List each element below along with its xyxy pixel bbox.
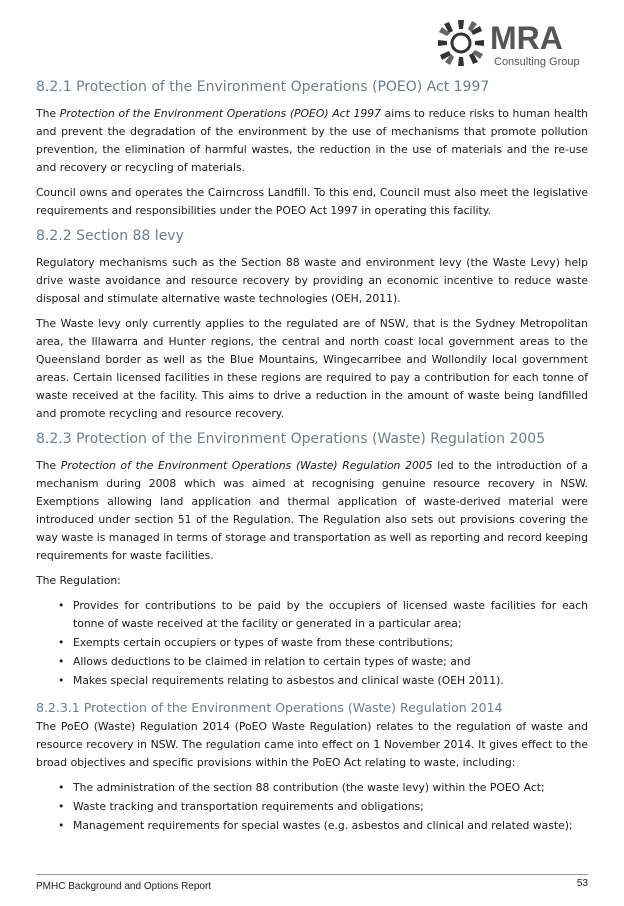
paragraph: Regulatory mechanisms such as the Section 88 waste and environment levy (the Waste Levy) help drive waste avoidance and resource recovery by providing an economic incentive to reduce waste disposal and stimulate alternative waste technologies (OEH, 2011). <box>36 256 588 305</box>
paragraph: The Protection of the Environment Operations (POEO) Act 1997 aims to reduce risks to human health and prevent the degradation of the environment by the use of mechanisms that promote pollution prevention, the elimination of harmful wastes, the reduction in the use of materials and the re-use and recovery or recycling of materials. <box>36 107 589 174</box>
act-title: Protection of the Environment Operations (POEO) Act 1997 <box>59 107 381 120</box>
heading-8-2-2: 8.2.2 Section 88 levy <box>36 228 184 244</box>
document-body <box>36 78 588 845</box>
footer-title: PMHC Background and Options Report <box>36 881 212 892</box>
paragraph: The Protection of the Environment Operations (Waste) Regulation 2005 led to the introduction of a mechanism during 2008 which was aimed at recognising genuine resource recovery in NSW. Exemptions allowing land application and thermal application of waste-derived material were introduced under section 51 of the Regulation. The Regulation also sets out provisions covering the way waste is managed in terms of storage and transportation as well as reporting and record keeping requirements for waste facilities. <box>36 459 588 562</box>
mra-logo <box>436 16 596 78</box>
bullet-list <box>36 779 588 835</box>
paragraph: The Waste levy only currently applies to the regulated are of NSW, that is the Sydney Metropolitan area, the Illawarra and Hunter regions, the central and north coast local government areas to the Queensland border as well as the Blue Mountains, Wingecarribee and Wollondily local government areas. Certain licensed facilities in these regions are required to pay a contribution for each tonne of waste received at the facility. This aims to drive a reduction in the amount of waste being landfilled and promote recycling and resource recovery. <box>36 317 588 420</box>
paragraph: The PoEO (Waste) Regulation 2014 (PoEO Waste Regulation) relates to the regulation of waste and resource recovery in NSW. The regulation came into effect on 1 November 2014. It gives effect to the broad objectives and specific provisions within the PoEO Act relating to waste, including: <box>36 720 588 769</box>
list-item: • Makes special requirements relating to asbestos and clinical waste (OEH 2011). <box>36 672 588 690</box>
list-item: • Allows deductions to be claimed in relation to certain types of waste; and <box>36 653 588 671</box>
footer-divider <box>36 874 588 875</box>
logo-subtitle: Consulting Group <box>494 56 580 68</box>
heading-8-2-3-1: 8.2.3.1 Protection of the Environment Operations (Waste) Regulation 2014 <box>36 700 503 715</box>
paragraph: The Regulation: <box>36 574 121 587</box>
list-item: • The administration of the section 88 contribution (the waste levy) within the POEO Act; <box>36 779 588 797</box>
page-number: 53 <box>576 878 588 889</box>
heading-8-2-3: 8.2.3 Protection of the Environment Operations (Waste) Regulation 2005 <box>36 431 546 447</box>
heading-8-2-1: 8.2.1 Protection of the Environment Operations (POEO) Act 1997 <box>36 79 490 95</box>
list-item: • Waste tracking and transportation requirements and obligations; <box>36 798 588 816</box>
regulation-title: Protection of the Environment Operations (Waste) Regulation 2005 <box>60 459 433 472</box>
list-item: • Management requirements for special wastes (e.g. asbestos and clinical and related waste); <box>36 817 588 835</box>
logo-name: MRA <box>490 20 563 56</box>
bullet-list <box>36 597 588 690</box>
list-item: • Provides for contributions to be paid by the occupiers of licensed waste facilities for each tonne of waste received at the facility or generated in a particular area; <box>36 597 588 633</box>
list-item: • Exempts certain occupiers or types of waste from these contributions; <box>36 634 588 652</box>
paragraph: Council owns and operates the Cairncross Landfill. To this end, Council must also meet the legislative requirements and responsibilities under the POEO Act 1997 in operating this facility. <box>36 186 588 217</box>
gear-logo-icon <box>436 18 486 68</box>
